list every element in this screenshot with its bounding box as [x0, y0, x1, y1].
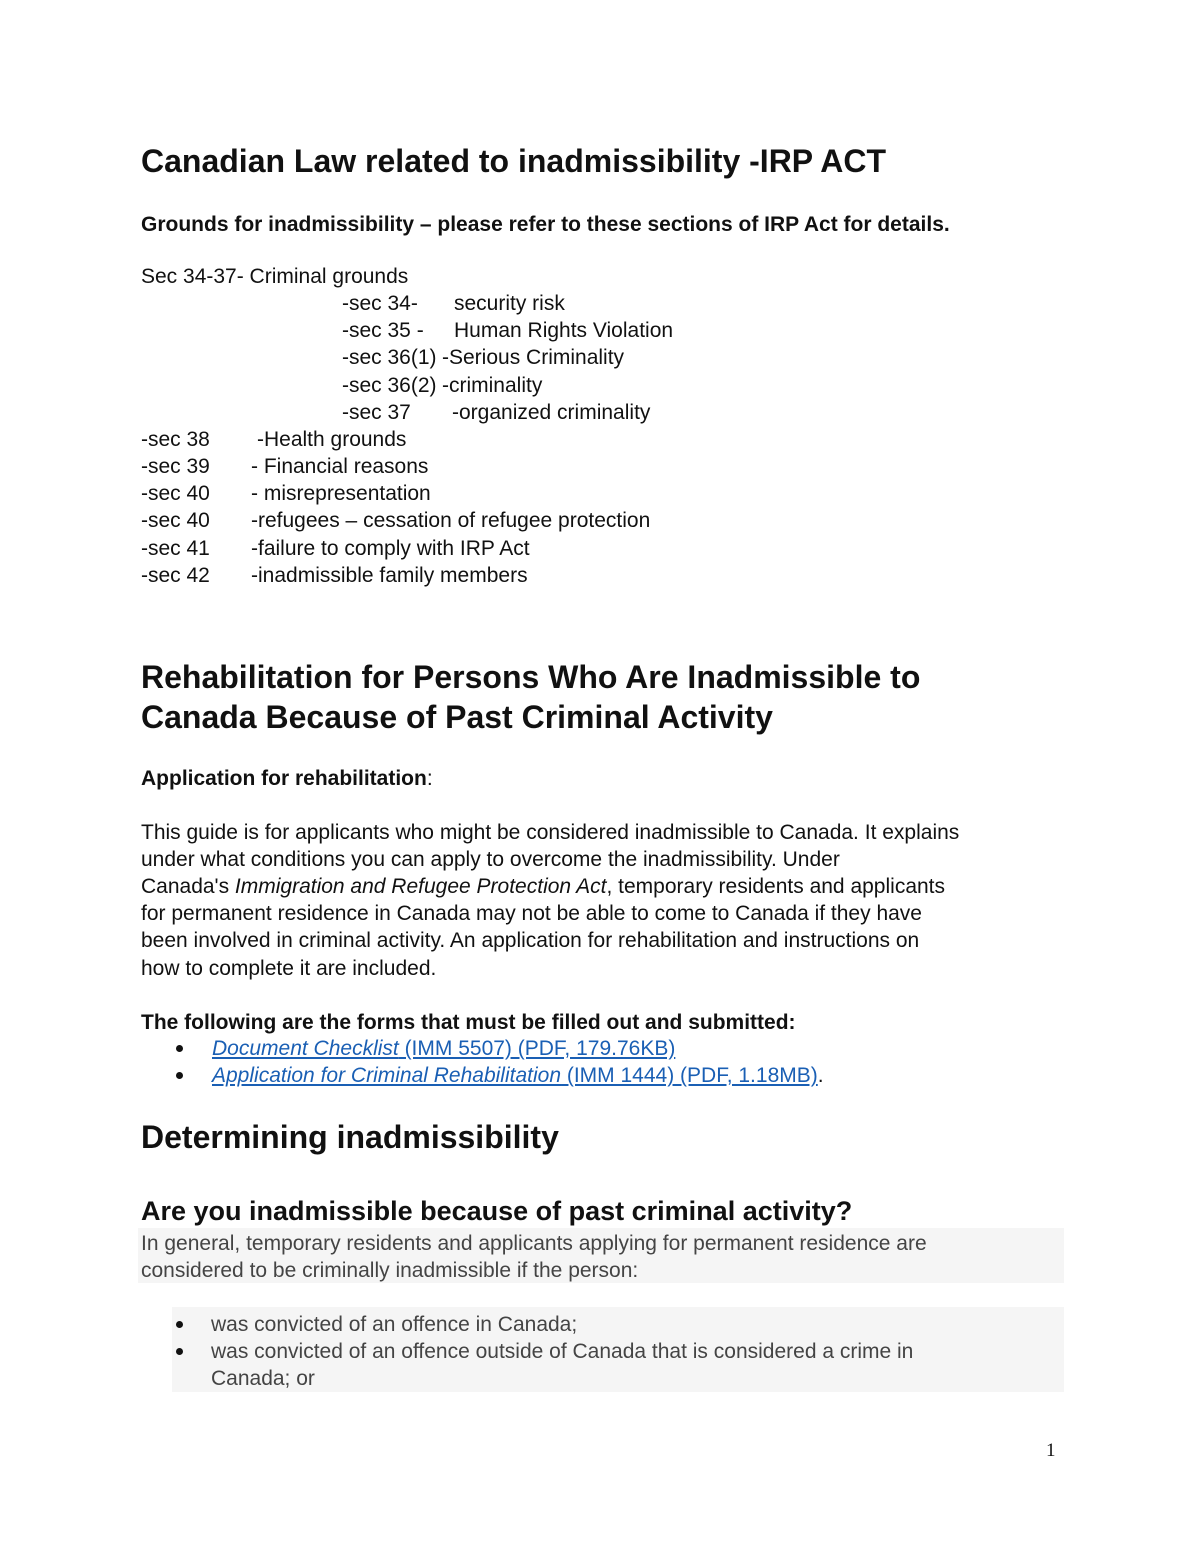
ground-sec: -sec 42	[141, 564, 210, 587]
guide-line	[141, 873, 945, 900]
ground-sec: -sec 38	[141, 428, 210, 451]
bullet-icon	[176, 1045, 183, 1052]
guide-line	[141, 927, 919, 954]
bullet-icon	[176, 1348, 183, 1355]
ground-desc: -failure to comply with IRP Act	[251, 537, 530, 560]
page-number: 1	[1046, 1440, 1056, 1461]
general-text-line: considered to be criminally inadmissible if the person:	[141, 1259, 639, 1282]
bullet-icon	[176, 1321, 183, 1328]
grounds-heading: Grounds for inadmissibility – please refer to these sections of IRP Act for details.	[141, 213, 950, 236]
form-link-meta: (IMM 5507) (PDF, 179.76KB)	[398, 1037, 676, 1060]
ground-sec: -sec 41	[141, 537, 210, 560]
ground-desc: - Financial reasons	[251, 455, 429, 478]
guide-line	[141, 900, 922, 927]
criminal-grounds-line: Sec 34-37- Criminal grounds	[141, 265, 409, 288]
ground-desc: -inadmissible family members	[251, 564, 528, 587]
general-text-line: In general, temporary residents and applicants applying for permanent residence are	[141, 1232, 927, 1255]
form-item	[212, 1035, 675, 1062]
ground-desc: -refugees – cessation of refugee protection	[251, 509, 651, 532]
rehab-heading-line2: Canada Because of Past Criminal Activity	[141, 699, 773, 735]
subsection-sec: -sec 36(1)	[342, 346, 437, 369]
rehab-heading-line1: Rehabilitation for Persons Who Are Inadmissible to	[141, 659, 921, 695]
ground-sec: -sec 40	[141, 509, 210, 532]
guide-text: been involved in criminal activity. An application for rehabilitation and instructions on	[141, 929, 920, 952]
guide-line	[141, 846, 840, 873]
form-link-meta: (IMM 1444) (PDF, 1.18MB)	[561, 1064, 818, 1087]
subsection-sec: -sec 35 -	[342, 319, 424, 342]
forms-heading: The following are the forms that must be filled out and submitted:	[141, 1011, 796, 1034]
ground-desc: -Health grounds	[257, 428, 407, 451]
criteria-item: was convicted of an offence in Canada;	[211, 1313, 578, 1336]
subsection-desc: security risk	[454, 292, 565, 315]
guide-text: how to complete it are included.	[141, 957, 437, 980]
subsection-sec: -sec 34-	[342, 292, 418, 315]
act-name: Immigration and Refugee Protection Act	[234, 875, 607, 898]
criminal-rehabilitation-link[interactable]	[212, 1064, 818, 1087]
subsection-desc: Human Rights Violation	[454, 319, 674, 342]
ground-sec: -sec 40	[141, 482, 210, 505]
subsection-desc: -organized criminality	[452, 401, 651, 424]
subsection-sec: -sec 36(2)	[342, 374, 437, 397]
bullet-icon	[176, 1072, 183, 1079]
determining-heading: Determining inadmissibility	[141, 1119, 559, 1155]
form-link-title: Document Checklist	[212, 1037, 399, 1060]
form-trail: .	[817, 1064, 824, 1087]
guide-text: This guide is for applicants who might be considered inadmissible to Canada. It explains	[141, 821, 960, 844]
guide-line	[141, 819, 959, 846]
guide-text: under what conditions you can apply to overcome the inadmissibility. Under	[141, 848, 840, 871]
form-link-title: Application for Criminal Rehabilitation	[212, 1064, 562, 1087]
guide-line	[141, 955, 436, 982]
ground-desc: - misrepresentation	[251, 482, 431, 505]
application-colon: :	[426, 767, 433, 790]
guide-text: Canada's	[141, 875, 235, 898]
subsection-sec: -sec 37	[342, 401, 411, 424]
page-title: Canadian Law related to inadmissibility -IRP ACT	[141, 143, 887, 179]
application-label: Application for rehabilitation	[141, 767, 427, 790]
guide-text: , temporary residents and applicants	[606, 875, 946, 898]
subsection-desc: -criminality	[442, 374, 543, 397]
criteria-item: was convicted of an offence outside of Canada that is considered a crime in	[211, 1340, 914, 1363]
criteria-item-cont: Canada; or	[211, 1367, 315, 1390]
ground-sec: -sec 39	[141, 455, 210, 478]
question-heading: Are you inadmissible because of past criminal activity?	[141, 1196, 853, 1226]
guide-text: for permanent residence in Canada may not be able to come to Canada if they have	[141, 902, 922, 925]
subsection-desc: -Serious Criminality	[442, 346, 625, 369]
document-checklist-link[interactable]	[212, 1037, 675, 1060]
application-label-line	[141, 765, 433, 792]
form-item	[212, 1062, 824, 1089]
